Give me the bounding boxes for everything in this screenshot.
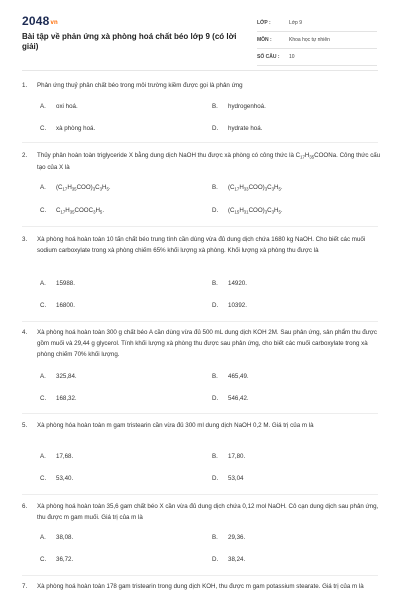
subscript: 35 bbox=[69, 209, 75, 215]
option-text: 14920. bbox=[228, 280, 247, 287]
option-label: B. bbox=[212, 534, 218, 541]
meta-key: LỚP : bbox=[257, 20, 271, 26]
meta-row-grade bbox=[257, 15, 377, 32]
meta-value: 10 bbox=[289, 54, 295, 60]
option-label: B. bbox=[212, 453, 218, 460]
option-label: C. bbox=[40, 125, 47, 132]
question-number: 3. bbox=[22, 236, 28, 243]
question-text-part: Thủy phân hoàn toàn triglyceride X bằng dung dịch NaOH thu được xà phòng có công thức là C bbox=[37, 152, 301, 159]
option-label: B. bbox=[212, 373, 218, 380]
worksheet-title: Bài tập về phản ứng xà phòng hoá chất béo lớp 9 (có lời giải) bbox=[22, 32, 237, 51]
meta-value: Lớp 9 bbox=[289, 20, 303, 26]
option-a[interactable] bbox=[40, 279, 75, 289]
question-divider bbox=[22, 413, 378, 414]
question-text: Xà phòng hoá hoàn toàn 10 tấn chất béo trung tính cần dùng vừa đủ dung dịch chứa 1680 kg NaOH. Cho biết các muối sodium carboxylate trong xà phòng chiếm 65% khối lượng xà phòng. Khối lượng xà phòng thu được là bbox=[37, 236, 366, 254]
option-text: 546,42. bbox=[228, 395, 249, 402]
option-text: 29,36. bbox=[228, 534, 246, 541]
option-a[interactable] bbox=[40, 183, 111, 194]
subscript: 31 bbox=[243, 209, 249, 215]
subscript: 17 bbox=[300, 154, 305, 160]
option-d[interactable] bbox=[212, 124, 262, 134]
question-number: 6. bbox=[22, 503, 28, 510]
meta-row-count bbox=[257, 49, 377, 66]
option-c[interactable] bbox=[40, 301, 75, 311]
question-text-part: COONa. Công thức cấu tạo của X là bbox=[37, 152, 381, 172]
question-number: 4. bbox=[22, 329, 28, 336]
subscript: 17 bbox=[60, 209, 66, 215]
option-label: D. bbox=[212, 207, 219, 214]
option-c[interactable] bbox=[40, 394, 77, 404]
option-label: D. bbox=[212, 556, 219, 563]
subscript: 33 bbox=[243, 186, 249, 192]
meta-key: SỐ CÂU : bbox=[257, 54, 280, 60]
subscript: 5 bbox=[99, 209, 103, 215]
option-label: C. bbox=[40, 475, 47, 482]
subscript: 3 bbox=[264, 209, 268, 215]
header-divider bbox=[22, 70, 378, 71]
option-text: $C_{17}H_{35}COOC_3H_5$. bbox=[56, 207, 105, 215]
option-text: 53,40. bbox=[56, 475, 74, 482]
option-label: A. bbox=[40, 373, 46, 380]
question-text: Xà phòng hoá hoàn toàn 178 gam tristearin trong dung dịch KOH, thu được m gam potassium stearate. Giá trị của m là bbox=[37, 583, 364, 590]
option-c[interactable] bbox=[40, 124, 95, 134]
option-text: 17,80. bbox=[228, 453, 246, 460]
option-a[interactable] bbox=[40, 372, 77, 382]
brand-name: 2048 bbox=[22, 14, 50, 28]
subscript: 5 bbox=[278, 186, 281, 192]
question-text: Xà phòng hóa hoàn toàn m gam tristearin cần vừa đủ 300 ml dung dịch NaOH 0,2 M. Giá trị của m là bbox=[37, 422, 314, 429]
subscript: 15 bbox=[234, 209, 240, 215]
question-text: Xà phòng hoá hoàn toàn 300 g chất béo A cần dùng vừa đủ 500 mL dung dịch KOH 2M. Sau phản ứng, sản phẩm thu được gồm muối và 29,44 g glycerol. Tính khối lượng xà phòng thu được sau phản ứng, cho biết các muối carboxylate trong xà phòng chiếm 70% khối lượng. bbox=[37, 329, 377, 358]
option-b[interactable] bbox=[212, 452, 245, 462]
option-c[interactable] bbox=[40, 555, 73, 565]
option-text: 17,68. bbox=[56, 453, 74, 460]
subscript: 35 bbox=[309, 154, 315, 160]
option-text: $(C_{17}H_{35}COO)_3C_3H_5$. bbox=[56, 184, 111, 192]
question-number: 1. bbox=[22, 82, 28, 89]
option-text: oxi hoá. bbox=[56, 103, 78, 110]
subscript: 5 bbox=[106, 186, 109, 192]
option-label: C. bbox=[40, 207, 47, 214]
question-text-part: H bbox=[304, 152, 310, 159]
meta-row-subject bbox=[257, 32, 377, 49]
option-text: 53,04 bbox=[228, 475, 244, 482]
option-a[interactable] bbox=[40, 533, 73, 543]
option-c[interactable] bbox=[40, 474, 73, 484]
option-label: A. bbox=[40, 453, 46, 460]
option-text: 38,24. bbox=[228, 556, 246, 563]
worksheet-header bbox=[22, 14, 378, 64]
option-text: $(C_{17}H_{33}COO)_3C_3H_5$. bbox=[228, 184, 283, 192]
option-label: A. bbox=[40, 184, 46, 191]
brand-suffix: vn bbox=[50, 20, 58, 26]
option-label: D. bbox=[212, 125, 219, 132]
option-text: 10392. bbox=[228, 302, 247, 309]
option-d[interactable] bbox=[212, 206, 283, 217]
option-text: 168,32. bbox=[56, 395, 77, 402]
question-text: Xà phòng hoá hoàn toàn 35,6 gam chất béo X cần vừa đủ dung dịch chứa 0,12 mol NaOH. Cô cạn dung dịch sau phản ứng, thu được m gam muối. Giá trị của m là bbox=[37, 503, 379, 521]
meta-value: Khoa học tự nhiên bbox=[289, 37, 330, 43]
option-b[interactable] bbox=[212, 372, 249, 382]
question-text bbox=[37, 150, 382, 173]
question-divider bbox=[22, 494, 378, 495]
subscript: 17 bbox=[62, 186, 68, 192]
subscript: 3 bbox=[271, 209, 274, 215]
option-text: 15988. bbox=[56, 280, 75, 287]
option-c[interactable] bbox=[40, 206, 104, 217]
question-divider bbox=[22, 226, 378, 227]
option-a[interactable] bbox=[40, 102, 78, 112]
option-label: B. bbox=[212, 280, 218, 287]
option-a[interactable] bbox=[40, 452, 73, 462]
option-label: D. bbox=[212, 395, 219, 402]
option-text: 465,49. bbox=[228, 373, 249, 380]
option-label: D. bbox=[212, 302, 219, 309]
meta-key: MÔN : bbox=[257, 37, 272, 43]
option-d[interactable] bbox=[212, 555, 245, 565]
option-label: A. bbox=[40, 103, 46, 110]
option-text: 36,72. bbox=[56, 556, 74, 563]
subscript: 3 bbox=[264, 186, 268, 192]
subscript: 3 bbox=[271, 186, 274, 192]
option-label: B. bbox=[212, 184, 218, 191]
option-text: 325,84. bbox=[56, 373, 77, 380]
option-label: A. bbox=[40, 280, 46, 287]
option-text: 38,08. bbox=[56, 534, 74, 541]
question-number: 5. bbox=[22, 422, 28, 429]
question-number: 2. bbox=[22, 152, 28, 159]
subscript: 3 bbox=[92, 186, 96, 192]
option-b[interactable] bbox=[212, 533, 245, 543]
question-divider bbox=[22, 575, 378, 576]
option-label: D. bbox=[212, 475, 219, 482]
question-divider bbox=[22, 142, 378, 143]
brand-logo[interactable] bbox=[22, 14, 58, 28]
question-number: 7. bbox=[22, 583, 28, 590]
option-text: hydrate hoá. bbox=[228, 125, 263, 132]
question-text: Phản ứng thuỷ phân chất béo trong môi trường kiềm được gọi là phản ứng bbox=[37, 82, 243, 89]
subscript: 3 bbox=[93, 209, 96, 215]
option-label: B. bbox=[212, 103, 218, 110]
option-text: $(C_{15}H_{31}COO)_3C_3H_5$. bbox=[228, 207, 283, 215]
option-text: xà phòng hoá. bbox=[56, 125, 96, 132]
option-label: A. bbox=[40, 534, 46, 541]
question-divider bbox=[22, 321, 378, 322]
subscript: 35 bbox=[71, 186, 77, 192]
subscript: 17 bbox=[234, 186, 240, 192]
option-d[interactable] bbox=[212, 394, 249, 404]
subscript: 3 bbox=[99, 186, 102, 192]
option-label: C. bbox=[40, 302, 47, 309]
subscript: 5 bbox=[278, 209, 281, 215]
option-d[interactable] bbox=[212, 301, 247, 311]
option-b[interactable] bbox=[212, 183, 283, 194]
option-label: C. bbox=[40, 395, 47, 402]
worksheet-meta bbox=[257, 15, 377, 66]
option-text: 16800. bbox=[56, 302, 75, 309]
option-d[interactable] bbox=[212, 474, 243, 484]
option-b[interactable] bbox=[212, 279, 247, 289]
option-b[interactable] bbox=[212, 102, 266, 112]
option-text: hydrogenhoá. bbox=[228, 103, 266, 110]
option-label: C. bbox=[40, 556, 47, 563]
